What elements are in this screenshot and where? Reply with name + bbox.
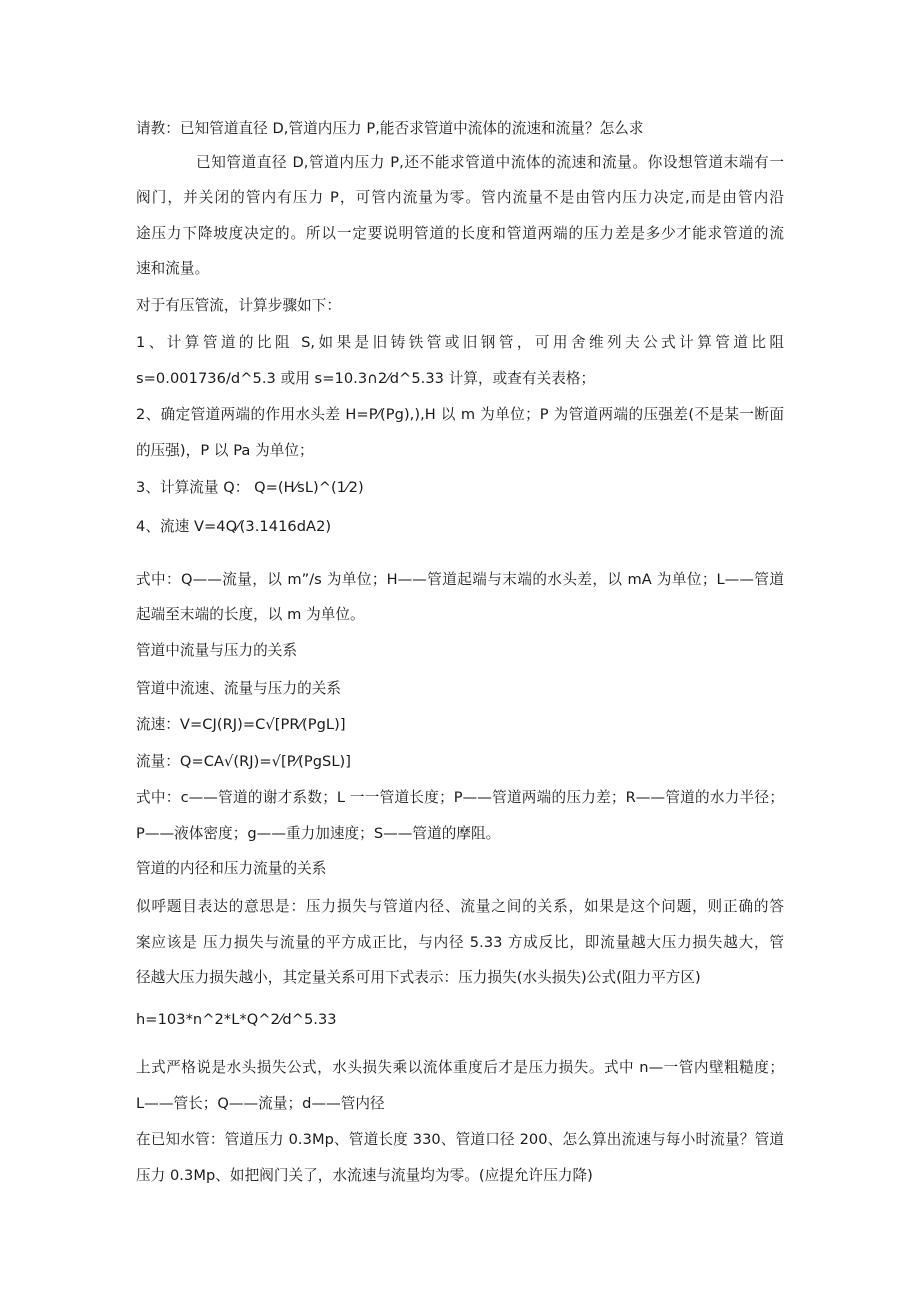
definitions-line: P——液体密度；g——重力加速度；S——管道的摩阻。 — [136, 825, 501, 842]
question-title: 请教：已知管道直径 D,管道内压力 P,能否求管道中流体的流速和流量？怎么求 — [136, 120, 644, 137]
step-2-line: 2、确定管道两端的作用水头差 H=P⁄(Pg),),H 以 m 为单位；P 为管道两端的压强差(不是某一断面 — [136, 406, 784, 423]
paragraph-line: 似呼题目表达的意思是：压力损失与管道内径、流量之间的关系，如果是这个问题，则正确的答 — [136, 898, 784, 915]
head-loss-formula: h=103*n^2*L*Q^2⁄d^5.33 — [136, 1011, 337, 1028]
definitions-line: 式中：c——管道的谢才系数；L 一一管道长度；P——管道两端的压力差；R——管道的水力半径； — [136, 789, 784, 806]
definitions-line: 式中：Q——流量，以 m”/s 为单位；H——管道起端与末端的水头差，以 mA 为单位；L——管道 — [136, 571, 784, 588]
velocity-formula: 流速：V=CJ(RJ)=C√[PR⁄(PgL)] — [136, 716, 346, 733]
answer-paragraph-line: 途压力下降坡度决定的。所以一定要说明管道的长度和管道两端的压力差是多少才能求管道的流 — [136, 225, 784, 242]
paragraph-line: 压力 0.3Mp、如把阀门关了，水流速与流量均为零。(应提允许压力降) — [136, 1167, 593, 1184]
answer-paragraph-line: 已知管道直径 D,管道内压力 P,还不能求管道中流体的流速和流量。你设想管道末端有一 — [196, 154, 784, 171]
paragraph-line: 上式严格说是水头损失公式，水头损失乘以流体重度后才是压力损失。式中 n—一管内壁粗糙度； — [136, 1059, 784, 1076]
section-heading: 管道的内径和压力流量的关系 — [136, 860, 327, 877]
paragraph-line: 径越大压力损失越小，其定量关系可用下式表示：压力损失(水头损失)公式(阻力平方区) — [136, 969, 701, 986]
answer-paragraph-line: 阀门，并关闭的管内有压力 P，可管内流量为零。管内流量不是由管内压力决定,而是由管内沿 — [136, 189, 784, 206]
step-2-line: 的压强)，P 以 Pa 为单位； — [136, 442, 314, 459]
step-1-formula: s=0.001736/d^5.3 或用 s=10.3∩2⁄d^5.33 计算，或查有关表格； — [136, 370, 596, 387]
paragraph-line: 在已知水管：管道压力 0.3Mp、管道长度 330、管道口径 200、怎么算出流速与每小时流量？管道 — [136, 1131, 784, 1148]
section-heading: 对于有压管流，计算步骤如下： — [136, 297, 342, 314]
flow-formula: 流量：Q=CA√(RJ)=√[P⁄(PgSL)] — [136, 753, 351, 770]
section-heading: 管道中流量与压力的关系 — [136, 642, 298, 659]
step-4-line: 4、流速 V=4Q⁄(3.1416dA2) — [136, 518, 332, 535]
step-3-line: 3、计算流量 Q： Q=(H⁄sL)^(1⁄2) — [136, 479, 364, 496]
definitions-line: 起端至末端的长度，以 m 为单位。 — [136, 606, 365, 623]
paragraph-line: L——管长；Q——流量；d——管内径 — [136, 1095, 385, 1112]
section-heading: 管道中流速、流量与压力的关系 — [136, 680, 342, 697]
step-1-line: 1、计算管道的比阻 S,如果是旧铸铁管或旧钢管，可用舍维列夫公式计算管道比阻 — [136, 334, 784, 351]
paragraph-line: 案应该是 压力损失与流量的平方成正比，与内径 5.33 方成反比，即流量越大压力损失越大，管 — [136, 934, 784, 951]
answer-paragraph-line: 速和流量。 — [136, 260, 210, 277]
